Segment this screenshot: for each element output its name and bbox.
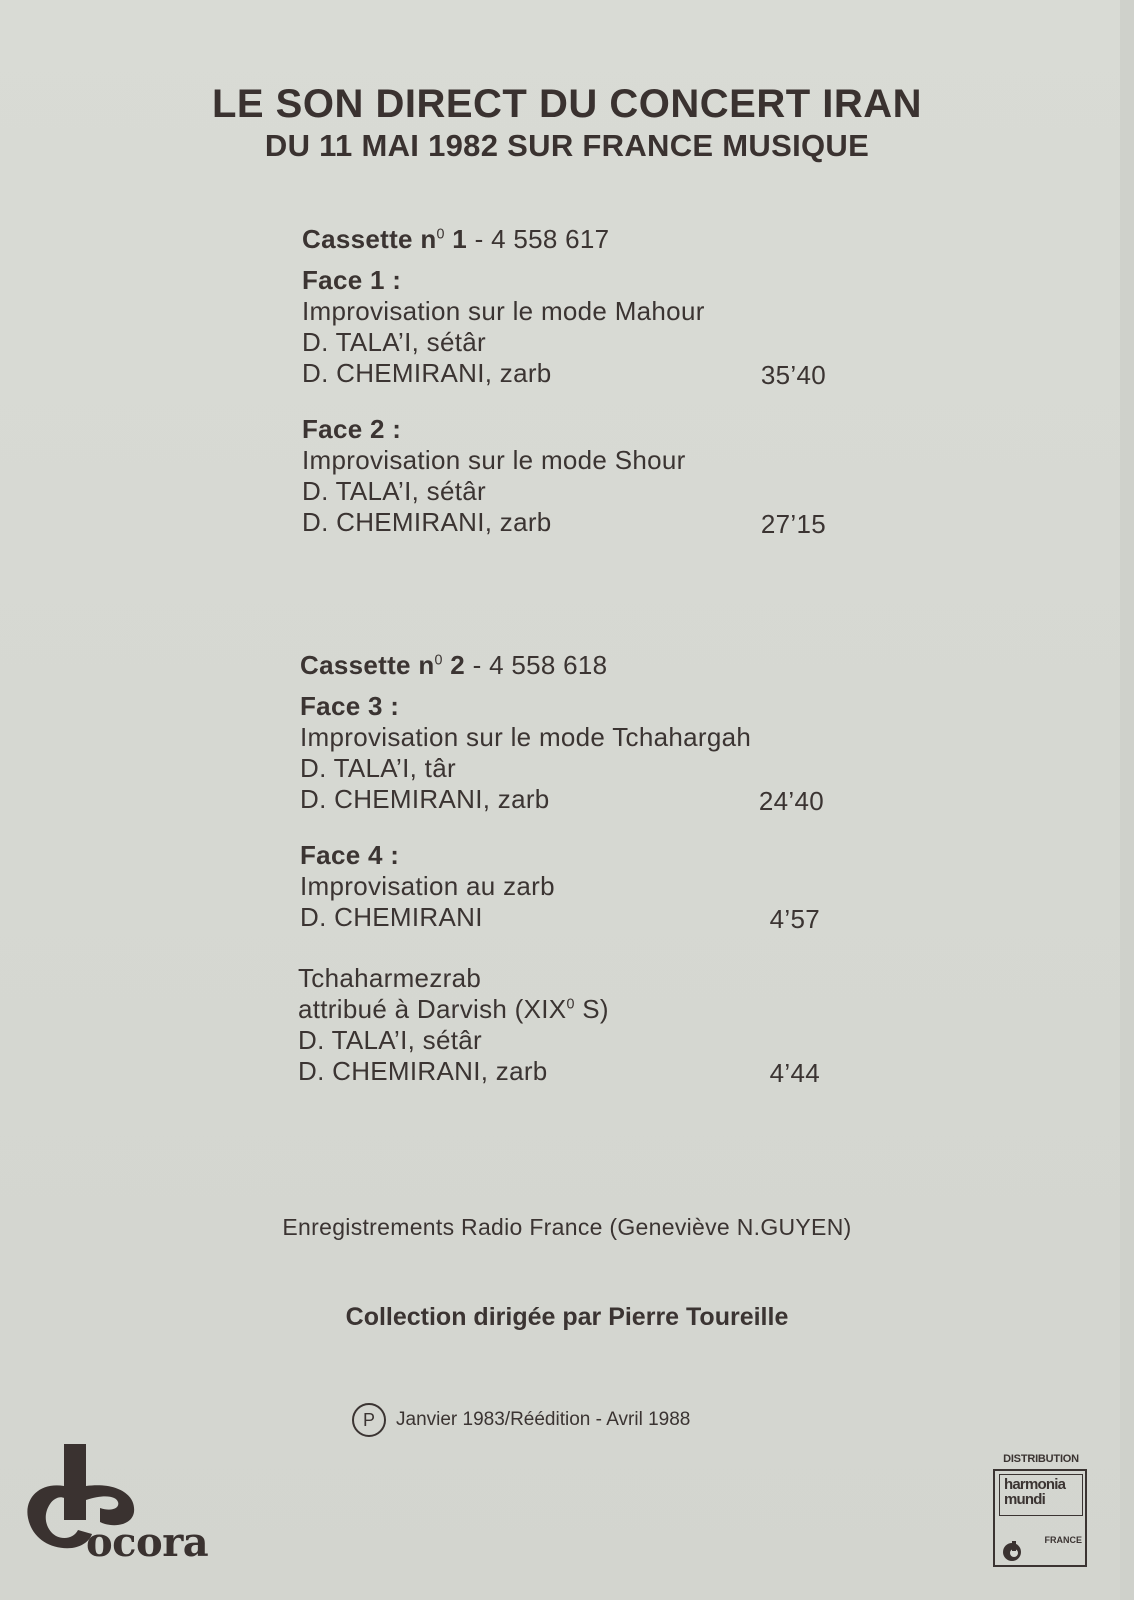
distribution-label: DISTRIBUTION [1003,1453,1079,1465]
title-line-2: DU 11 MAI 1982 SUR FRANCE MUSIQUE [264,128,870,163]
extra-attribution: attribué à Darvish (XIX$^0$ S) [298,994,609,1024]
ocora-logo [20,1442,209,1572]
release-date: Janvier 1983/Réédition - Avril 1988 [396,1409,691,1430]
face-3-performer-2: D. CHEMIRANI, zarb [300,784,550,814]
harmonia-mundi-logo [991,1453,1091,1568]
face-4-performer: D. CHEMIRANI [300,902,483,932]
face-2-performer-1: D. TALA’I, sétâr [302,476,486,506]
face-4-duration: 4’57 [769,904,820,934]
face-1-performer-2: D. CHEMIRANI, zarb [302,358,552,388]
hm-name-box [999,1474,1083,1516]
face-1-title: Improvisation sur le mode Mahour [302,296,705,326]
ocora-wordmark: ocora [86,1519,209,1566]
face-4-label: Face 4 : [300,840,400,870]
hm-mark-icon [1001,1541,1023,1563]
cassette-1-heading: Cassette $n^0$ 1 - 4 558 617 [302,224,610,254]
extra-title: Tchaharmezrab [298,963,482,993]
face-1-performer-1: D. TALA’I, sétâr [302,327,486,357]
face-2-title: Improvisation sur le mode Shour [302,445,686,475]
extra-performer-2: D. CHEMIRANI, zarb [298,1056,548,1086]
collection-credit: Collection dirigée par Pierre Toureille [345,1303,789,1331]
face-3-performer-1: D. TALA’I, târ [300,753,456,783]
phonogram-line [352,1403,690,1437]
phonogram-icon: P [352,1403,386,1437]
face-2-duration: 27’15 [760,509,826,539]
face-3-title: Improvisation sur le mode Tchahargah [300,722,752,752]
extra-performer-1: D. TALA’I, sétâr [298,1025,482,1055]
face-2-performer-2: D. CHEMIRANI, zarb [302,507,552,537]
title-line-1: LE SON DIRECT DU CONCERT IRAN [211,82,923,126]
hm-box [993,1469,1087,1567]
face-1-duration: 35’40 [760,360,826,390]
page-edge [1120,0,1134,1600]
face-3-label: Face 3 : [300,691,400,721]
extra-duration: 4’44 [769,1058,820,1088]
face-1-label: Face 1 : [302,265,402,295]
cassette-2-heading: Cassette $n^0$ 2 - 4 558 618 [300,650,608,680]
hm-name: harmonia mundi [1004,1476,1066,1508]
face-4-title: Improvisation au zarb [300,871,555,901]
face-2-label: Face 2 : [302,414,402,444]
face-3-duration: 24’40 [758,786,824,816]
hm-country: FRANCE [1044,1535,1082,1545]
recording-credit: Enregistrements Radio France (Geneviève N.GUYEN) [282,1214,852,1240]
